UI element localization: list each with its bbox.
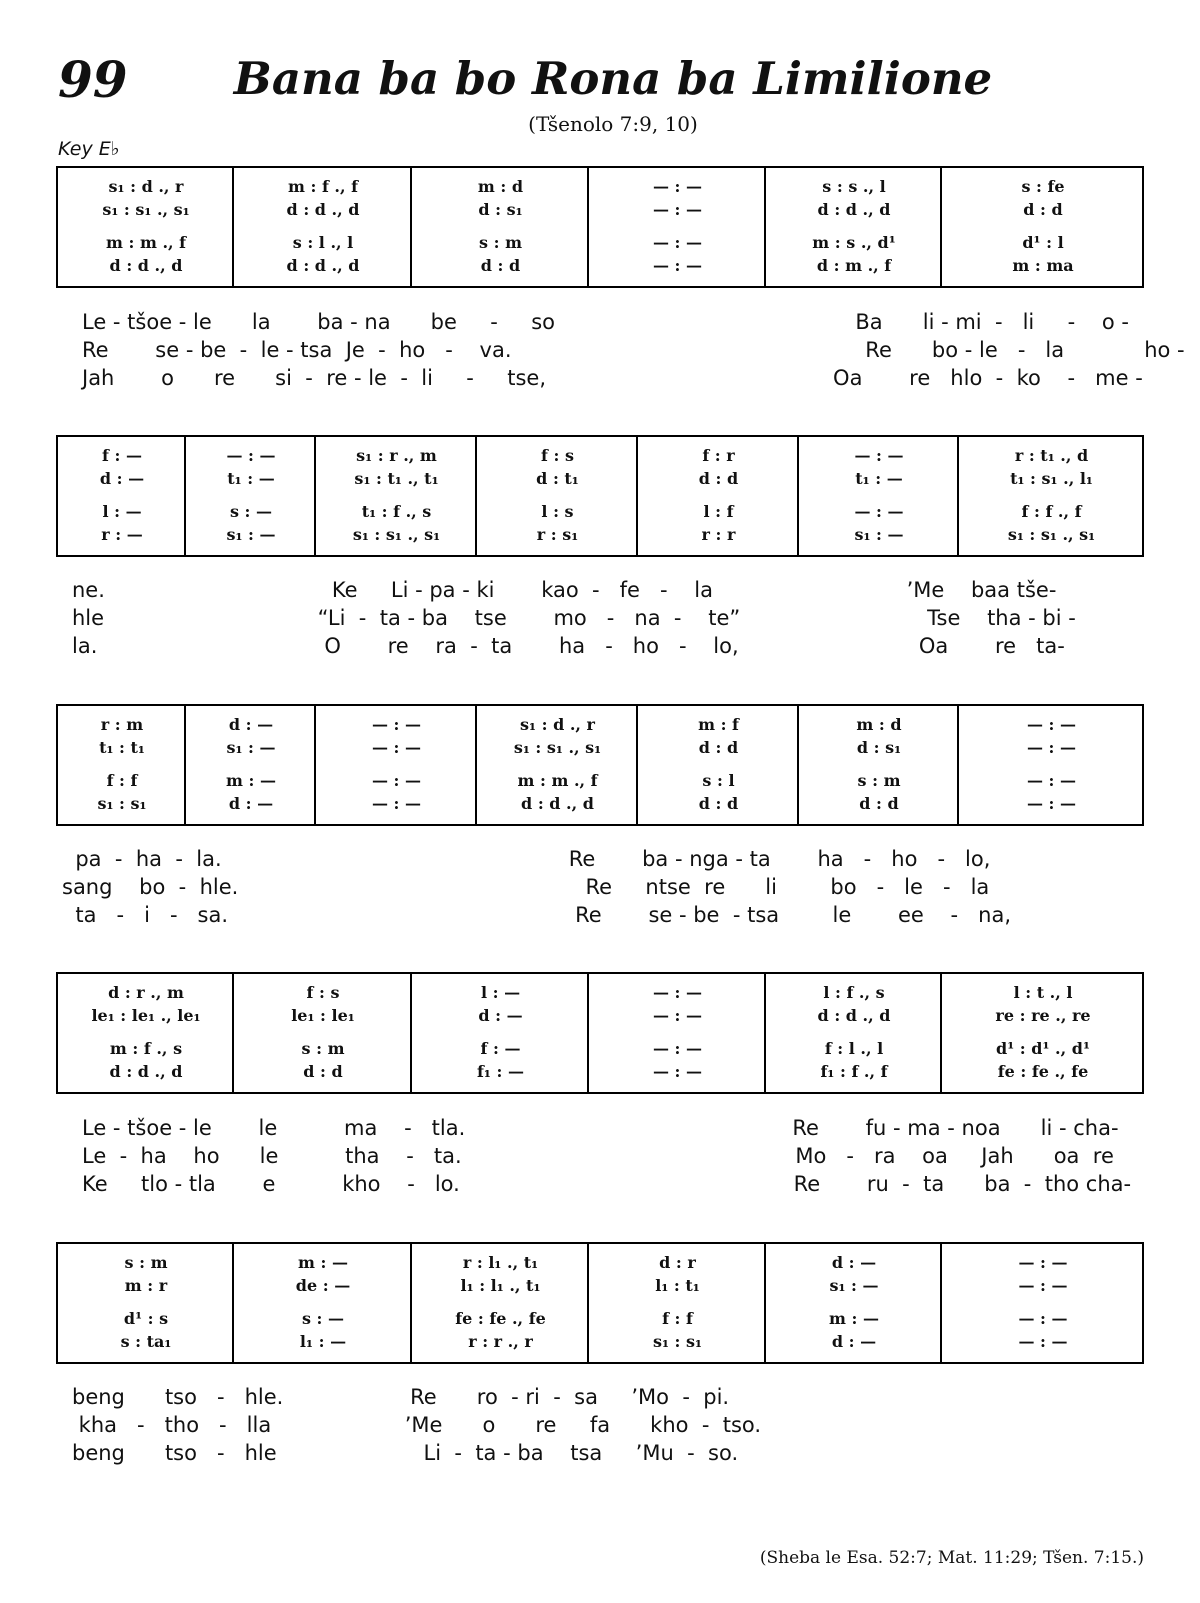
- note-cell: — : —: [371, 738, 422, 757]
- note-cell: r : t₁ ., d: [1014, 446, 1089, 465]
- note-cell: — : —: [652, 200, 703, 219]
- footer-references: (Sheba le Esa. 52:7; Mat. 11:29; Tšen. 7:15.): [759, 1548, 1144, 1568]
- note-cell: r : r ., r: [468, 1332, 533, 1351]
- note-cell: d : t₁: [536, 469, 579, 488]
- bar-line: [184, 706, 186, 824]
- note-cell: d¹ : d¹ ., d¹: [996, 1039, 1090, 1058]
- note-cell: r : m: [100, 715, 144, 734]
- bar-line: [797, 437, 799, 555]
- note-cell: l : f ., s: [823, 983, 885, 1002]
- note-cell: — : —: [652, 177, 703, 196]
- note-cell: l : t ., l: [1013, 983, 1073, 1002]
- note-cell: s : m: [301, 1039, 345, 1058]
- bar-line: [410, 974, 412, 1092]
- bar-line: [764, 1244, 766, 1362]
- note-cell: d : d: [480, 256, 521, 275]
- bar-line: [184, 437, 186, 555]
- note-cell: s₁ : —: [226, 738, 276, 757]
- note-cell: d : —: [831, 1253, 877, 1272]
- note-cell: s₁ : r ., m: [356, 446, 437, 465]
- lyric-line: beng tso - hle. Re ro - ri - sa ’Mo - pi.: [72, 1385, 730, 1409]
- note-cell: m : —: [226, 771, 276, 790]
- note-cell: s₁ : s₁: [652, 1332, 703, 1351]
- note-cell: d¹ : s: [123, 1309, 169, 1328]
- lyric-line: la. O re ra - ta ha - ho - lo, Oa re ta-: [72, 634, 1065, 658]
- lyric-line: Le - tšoe - le le ma - tla. Re fu - ma - noa li - cha-: [82, 1116, 1119, 1140]
- note-cell: d : —: [831, 1332, 877, 1351]
- note-cell: m : f ., f: [287, 177, 359, 196]
- note-cell: t₁ : —: [227, 469, 275, 488]
- note-cell: — : —: [1026, 794, 1077, 813]
- lyric-line: Jah o re si - re - le - li - tse, Oa re hlo - ko - me -: [82, 366, 1143, 390]
- note-cell: s₁ : —: [854, 525, 904, 544]
- bar-line: [314, 706, 316, 824]
- note-cell: f : f: [662, 1309, 693, 1328]
- note-cell: — : —: [371, 794, 422, 813]
- note-cell: f : r: [702, 446, 735, 465]
- note-cell: s : m: [124, 1253, 168, 1272]
- note-cell: s : m: [479, 233, 522, 252]
- bar-line: [636, 706, 638, 824]
- note-cell: s : s ., l: [822, 177, 886, 196]
- note-cell: f : —: [102, 446, 142, 465]
- note-cell: t₁ : —: [855, 469, 903, 488]
- hymn-number: 99: [58, 50, 128, 109]
- bar-line: [940, 974, 942, 1092]
- note-cell: s₁ : s₁ ., s₁: [102, 200, 190, 219]
- key-signature: Key E♭: [58, 138, 120, 160]
- note-cell: — : —: [1018, 1276, 1068, 1295]
- lyric-line: ne. Ke Li - pa - ki kao - fe - la ’Me baa tše-: [72, 578, 1057, 602]
- note-cell: — : —: [652, 256, 703, 275]
- note-cell: l : —: [480, 983, 521, 1002]
- bar-line: [764, 974, 766, 1092]
- note-cell: f₁ : —: [477, 1062, 524, 1081]
- bar-line: [475, 437, 477, 555]
- lyric-line: pa - ha - la. Re ba - nga - ta ha - ho - lo,: [62, 847, 991, 871]
- note-cell: m : m ., f: [517, 771, 598, 790]
- bar-line: [940, 168, 942, 286]
- note-cell: l₁ : t₁: [655, 1276, 700, 1295]
- note-cell: r : —: [101, 525, 143, 544]
- note-cell: s₁ : —: [829, 1276, 879, 1295]
- note-cell: r : r: [701, 525, 736, 544]
- note-cell: s : m: [857, 771, 901, 790]
- hymn-title: Bana ba bo Rona ba Limilione: [233, 52, 993, 105]
- note-cell: m : f: [698, 715, 739, 734]
- bar-line: [587, 974, 589, 1092]
- note-cell: fe : fe ., fe: [997, 1062, 1089, 1081]
- lyric-line: Le - tšoe - le la ba - na be - so Ba li - mi - li - o -: [82, 310, 1129, 334]
- note-cell: l₁ : —: [299, 1332, 347, 1351]
- note-cell: d : d ., d: [817, 200, 891, 219]
- note-cell: d : d ., d: [286, 200, 360, 219]
- note-cell: — : —: [652, 983, 703, 1002]
- bar-line: [636, 437, 638, 555]
- bar-line: [797, 706, 799, 824]
- note-cell: d : m ., f: [816, 256, 892, 275]
- note-cell: s₁ : d ., r: [108, 177, 184, 196]
- note-cell: l₁ : l₁ ., t₁: [460, 1276, 541, 1295]
- note-cell: t₁ : t₁: [99, 738, 145, 757]
- note-cell: d : d: [859, 794, 899, 813]
- note-cell: — : —: [652, 1062, 703, 1081]
- note-cell: l : —: [102, 502, 142, 521]
- note-cell: re : re ., re: [995, 1006, 1091, 1025]
- note-cell: r : s₁: [536, 525, 579, 544]
- note-cell: — : —: [371, 771, 422, 790]
- note-cell: — : —: [1018, 1309, 1068, 1328]
- note-cell: s : fe: [1021, 177, 1065, 196]
- note-cell: d¹ : l: [1022, 233, 1064, 252]
- note-cell: m : r: [124, 1276, 168, 1295]
- note-cell: de : —: [295, 1276, 351, 1295]
- note-cell: — : —: [854, 446, 904, 465]
- note-cell: d : d: [1023, 200, 1063, 219]
- note-cell: d : d: [698, 794, 739, 813]
- bar-line: [957, 706, 959, 824]
- music-system: [56, 166, 1144, 288]
- note-cell: — : —: [1018, 1332, 1068, 1351]
- note-cell: — : —: [371, 715, 422, 734]
- note-cell: d : —: [99, 469, 145, 488]
- note-cell: — : —: [652, 1006, 703, 1025]
- note-cell: d : s₁: [478, 200, 523, 219]
- note-cell: s : l: [702, 771, 735, 790]
- note-cell: f : f: [106, 771, 138, 790]
- note-cell: le₁ : le₁: [291, 1006, 355, 1025]
- bar-line: [232, 974, 234, 1092]
- note-cell: m : d: [856, 715, 902, 734]
- bar-line: [410, 168, 412, 286]
- note-cell: r : l₁ ., t₁: [462, 1253, 539, 1272]
- lyric-line: ta - i - sa. Re se - be - tsa le ee - na,: [62, 903, 1012, 927]
- music-system: [56, 435, 1144, 557]
- lyric-line: sang bo - hle. Re ntse re li bo - le - la: [62, 875, 990, 899]
- lyric-line: beng tso - hle Li - ta - ba tsa ’Mu - so.: [72, 1441, 739, 1465]
- bar-line: [587, 1244, 589, 1362]
- note-cell: s : —: [229, 502, 273, 521]
- note-cell: d : d ., d: [521, 794, 594, 813]
- bar-line: [940, 1244, 942, 1362]
- note-cell: d : d ., d: [109, 1062, 183, 1081]
- note-cell: — : —: [1026, 738, 1077, 757]
- note-cell: m : d: [477, 177, 524, 196]
- music-system: [56, 972, 1144, 1094]
- note-cell: s₁ : d ., r: [520, 715, 595, 734]
- bar-line: [475, 706, 477, 824]
- note-cell: — : —: [652, 1039, 703, 1058]
- note-cell: s₁ : s₁ ., s₁: [1007, 525, 1096, 544]
- note-cell: s₁ : s₁ ., s₁: [352, 525, 441, 544]
- note-cell: t₁ : f ., s: [361, 502, 432, 521]
- note-cell: m : s ., d¹: [812, 233, 896, 252]
- note-cell: l : f: [703, 502, 734, 521]
- note-cell: f : —: [480, 1039, 521, 1058]
- lyric-line: hle “Li - ta - ba tse mo - na - te” Tse tha - bi -: [72, 606, 1076, 630]
- lyric-line: Le - ha ho le tha - ta. Mo - ra oa Jah oa re: [82, 1144, 1114, 1168]
- note-cell: m : m ., f: [105, 233, 187, 252]
- note-cell: s₁ : t₁ ., t₁: [354, 469, 439, 488]
- note-cell: — : —: [1026, 771, 1077, 790]
- note-cell: d : —: [478, 1006, 523, 1025]
- note-cell: f₁ : f ., f: [820, 1062, 888, 1081]
- note-cell: le₁ : le₁ ., le₁: [91, 1006, 201, 1025]
- note-cell: s : —: [301, 1309, 345, 1328]
- note-cell: s : ta₁: [120, 1332, 172, 1351]
- music-system: [56, 1242, 1144, 1364]
- note-cell: — : —: [854, 502, 904, 521]
- note-cell: d : d ., d: [109, 256, 183, 275]
- note-cell: — : —: [1018, 1253, 1068, 1272]
- note-cell: s₁ : s₁ ., s₁: [513, 738, 602, 757]
- note-cell: — : —: [652, 233, 703, 252]
- note-cell: d : —: [228, 794, 274, 813]
- note-cell: m : f ., s: [109, 1039, 183, 1058]
- note-cell: f : l ., l: [824, 1039, 884, 1058]
- note-cell: f : s: [541, 446, 574, 465]
- lyric-line: Re se - be - le - tsa Je - ho - va. Re bo - le - la ho -: [82, 338, 1185, 362]
- note-cell: s : l ., l: [292, 233, 354, 252]
- note-cell: fe : fe ., fe: [455, 1309, 546, 1328]
- note-cell: f : s: [306, 983, 340, 1002]
- note-cell: d : d ., d: [817, 1006, 891, 1025]
- note-cell: d : r: [659, 1253, 696, 1272]
- note-cell: m : —: [829, 1309, 879, 1328]
- note-cell: f : f ., f: [1021, 502, 1082, 521]
- bar-line: [764, 168, 766, 286]
- note-cell: l : s: [541, 502, 574, 521]
- note-cell: d : d: [303, 1062, 343, 1081]
- bar-line: [232, 168, 234, 286]
- lyric-line: kha - tho - lla ’Me o re fa kho - tso.: [72, 1413, 762, 1437]
- lyric-line: Ke tlo - tla e kho - lo. Re ru - ta ba - tho cha-: [82, 1172, 1132, 1196]
- scripture-reference: (Tšenolo 7:9, 10): [528, 112, 698, 136]
- note-cell: d : —: [228, 715, 274, 734]
- note-cell: d : d: [698, 469, 739, 488]
- note-cell: s₁ : —: [226, 525, 276, 544]
- note-cell: — : —: [1026, 715, 1077, 734]
- note-cell: — : —: [226, 446, 276, 465]
- bar-line: [232, 1244, 234, 1362]
- note-cell: s₁ : s₁: [97, 794, 147, 813]
- note-cell: d : d ., d: [286, 256, 360, 275]
- bar-line: [410, 1244, 412, 1362]
- note-cell: d : r ., m: [108, 983, 184, 1002]
- music-system: [56, 704, 1144, 826]
- note-cell: d : d: [698, 738, 739, 757]
- note-cell: m : ma: [1012, 256, 1074, 275]
- bar-line: [587, 168, 589, 286]
- note-cell: t₁ : s₁ ., l₁: [1010, 469, 1093, 488]
- note-cell: d : s₁: [856, 738, 902, 757]
- note-cell: m : —: [298, 1253, 348, 1272]
- bar-line: [314, 437, 316, 555]
- bar-line: [957, 437, 959, 555]
